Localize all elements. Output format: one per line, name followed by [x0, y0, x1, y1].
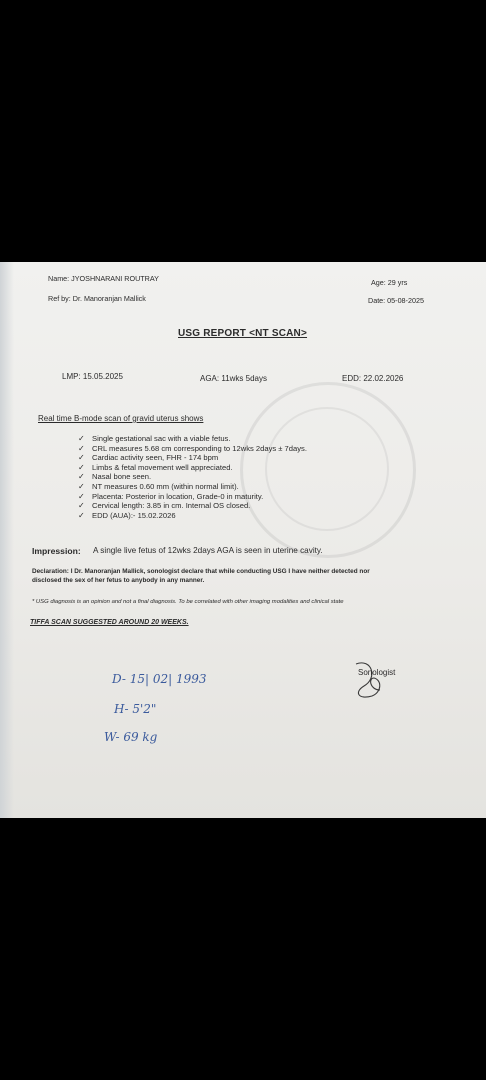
- finding-item: ✓ Cervical length: 3.85 in cm. Internal OS closed.: [78, 501, 251, 511]
- check-icon: ✓: [78, 453, 85, 463]
- check-icon: ✓: [78, 434, 85, 443]
- disclaimer: * USG diagnosis is an opinion and not a final diagnosis. To be correlated with other imaging modalities and clinical state: [32, 599, 344, 605]
- handwritten-height: H- 5'2": [114, 702, 157, 716]
- patient-age: Age: 29 yrs: [371, 278, 408, 287]
- check-icon: ✓: [78, 510, 85, 520]
- scan-heading: Real time B-mode scan of gravid uterus shows: [38, 414, 204, 423]
- check-icon: ✓: [78, 472, 85, 482]
- finding-item: ✓ Single gestational sac with a viable fetus.: [78, 434, 231, 443]
- finding-item: ✓ Placenta: Posterior in location, Grade-0 in maturity.: [78, 491, 264, 501]
- check-icon: ✓: [78, 481, 85, 491]
- declaration-line-1: Declaration: I Dr. Manoranjan Mallick, sonologist declare that while conducting USG I have neither detected nor: [32, 568, 370, 575]
- impression-text: A single live fetus of 12wks 2days AGA is seen in uterine cavity.: [93, 546, 323, 555]
- check-icon: ✓: [78, 501, 85, 511]
- finding-item: ✓ Nasal bone seen.: [78, 472, 152, 482]
- impression-label: Impression:: [32, 546, 81, 556]
- lmp-date: LMP: 15.05.2025: [62, 372, 123, 381]
- signature-label: Sonologist: [358, 668, 396, 677]
- referring-doctor: Ref by: Dr. Manoranjan Mallick: [48, 294, 146, 303]
- check-icon: ✓: [78, 443, 85, 453]
- finding-item: ✓ Limbs & fetal movement well appreciated.: [78, 462, 233, 472]
- report-paper: [0, 262, 486, 818]
- finding-item: ✓ NT measures 0.60 mm (within normal limit).: [78, 481, 239, 491]
- handwritten-dob: D- 15| 02| 1993: [112, 672, 207, 686]
- handwritten-weight: W- 69 kg: [104, 730, 158, 744]
- doctor-signature: [338, 656, 408, 704]
- tiffa-note: TIFFA SCAN SUGGESTED AROUND 20 WEEKS.: [30, 619, 189, 626]
- edd-date: EDD: 22.02.2026: [342, 374, 404, 383]
- findings-list: [78, 434, 307, 520]
- finding-item: ✓ CRL measures 5.68 cm corresponding to 12wks 2days ± 7days.: [78, 443, 307, 453]
- report-title: USG REPORT <NT SCAN>: [178, 328, 308, 339]
- declaration-line-2: disclosed the sex of her fetus to anybody in any manner.: [32, 577, 205, 584]
- finding-item: ✓ EDD (AUA):- 15.02.2026: [78, 510, 176, 520]
- patient-name: Name: JYOSHNARANI ROUTRAY: [48, 274, 159, 283]
- check-icon: ✓: [78, 462, 85, 472]
- aga: AGA: 11wks 5days: [200, 374, 267, 383]
- check-icon: ✓: [78, 491, 85, 501]
- finding-item: ✓ Cardiac activity seen, FHR - 174 bpm: [78, 453, 219, 463]
- report-date: Date: 05-08-2025: [368, 296, 424, 305]
